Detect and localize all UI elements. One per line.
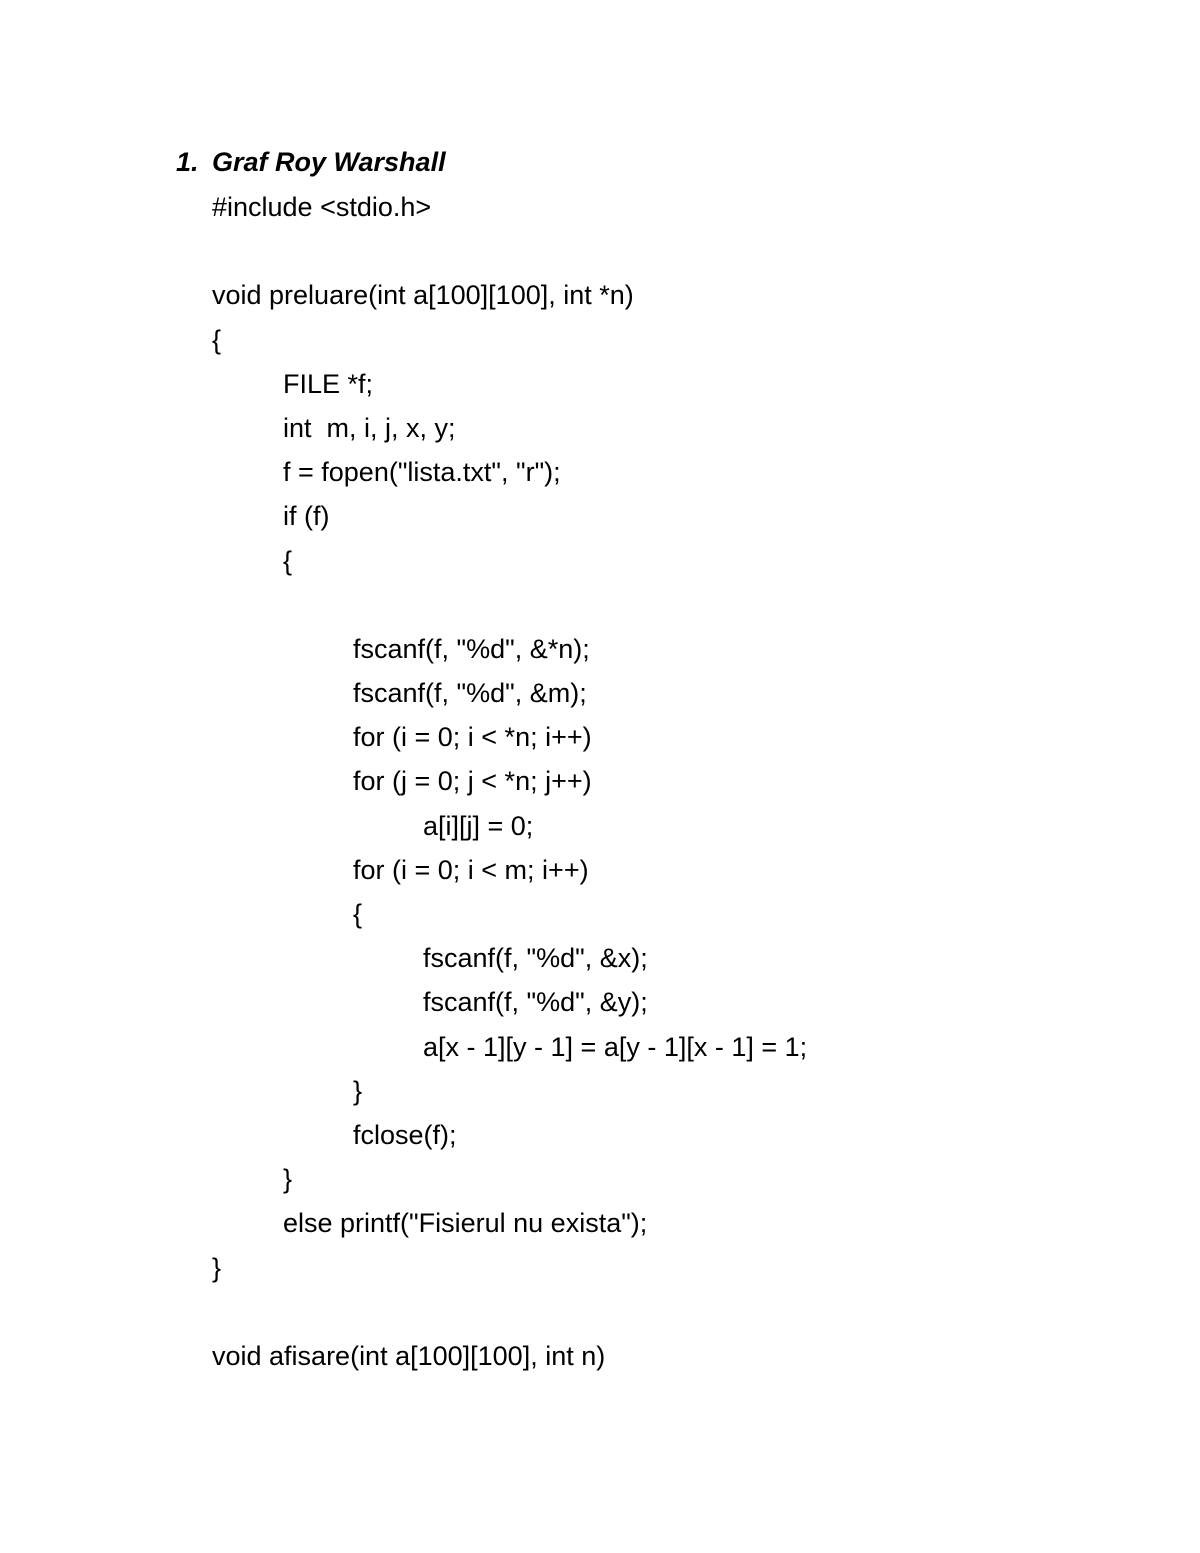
code-line: [212, 229, 807, 273]
code-line: int m, i, j, x, y;: [283, 412, 456, 443]
code-line: void afisare(int a[100][100], int n): [212, 1340, 606, 1371]
code-block: [212, 185, 807, 1378]
code-line: else printf("Fisierul nu exista");: [283, 1208, 648, 1239]
code-line: fscanf(f, "%d", &x);: [423, 943, 648, 974]
code-line: [212, 1290, 807, 1334]
code-line: }: [212, 1252, 222, 1283]
code-line: if (f): [283, 501, 330, 532]
section-heading: [176, 140, 446, 184]
code-line: for (i = 0; i < *n; i++): [353, 722, 592, 753]
code-line: {: [212, 324, 222, 355]
code-line: }: [353, 1075, 363, 1106]
code-line: a[x - 1][y - 1] = a[y - 1][x - 1] = 1;: [423, 1031, 808, 1062]
code-line: void preluare(int a[100][100], int *n): [212, 280, 634, 311]
code-line: for (i = 0; i < m; i++): [353, 854, 589, 885]
code-line: f = fopen("lista.txt", "r");: [283, 457, 561, 488]
code-line: for (j = 0; j < *n; j++): [353, 766, 592, 797]
heading-title: Graf Roy Warshall: [212, 147, 446, 177]
code-line: }: [283, 1164, 293, 1195]
code-line: fscanf(f, "%d", &m);: [353, 678, 587, 709]
code-line: #include <stdio.h>: [212, 192, 432, 222]
code-line: [212, 583, 807, 627]
heading-number: 1.: [176, 147, 199, 177]
code-line: fclose(f);: [353, 1119, 457, 1150]
code-line: fscanf(f, "%d", &*n);: [353, 633, 590, 664]
code-line: {: [353, 899, 363, 929]
code-line: fscanf(f, "%d", &y);: [423, 987, 648, 1018]
code-line: FILE *f;: [283, 368, 374, 399]
code-line: {: [283, 545, 293, 576]
code-line: a[i][j] = 0;: [423, 810, 534, 841]
